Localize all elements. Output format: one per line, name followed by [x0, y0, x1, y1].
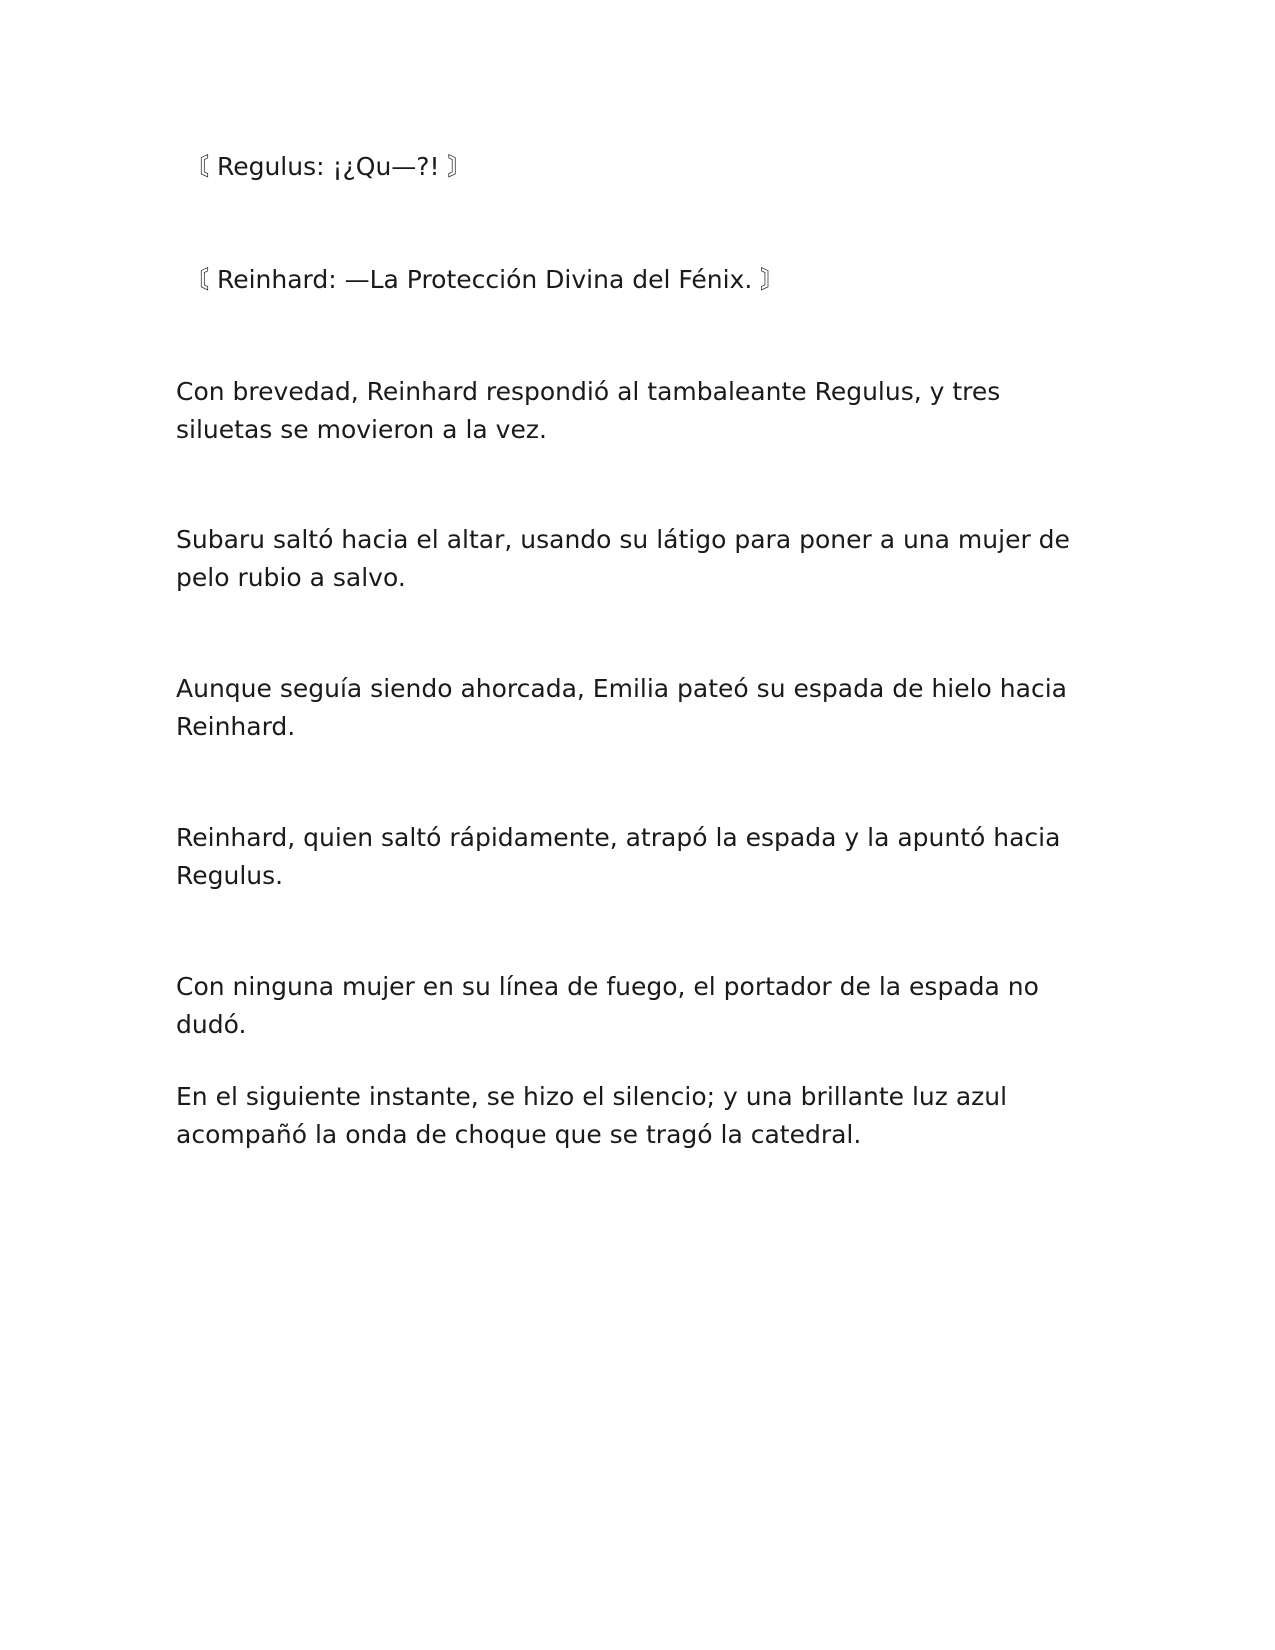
- narrative-paragraph: Reinhard, quien saltó rápidamente, atrapó la espada y la apuntó hacia Regulus.: [176, 823, 1061, 890]
- narrative-paragraph: Con ninguna mujer en su línea de fuego, el portador de la espada no dudó.: [176, 972, 1039, 1039]
- narrative-paragraph: Aunque seguía siendo ahorcada, Emilia pateó su espada de hielo hacia Reinhard.: [176, 674, 1067, 741]
- dialogue-line-regulus: 〘 Regulus: ¡¿Qu—?! 〙: [184, 152, 473, 181]
- narrative-paragraph: Subaru saltó hacia el altar, usando su látigo para poner a una mujer de pelo rubio a salvo.: [176, 525, 1070, 592]
- dialogue-line-reinhard: 〘 Reinhard: —La Protección Divina del Fénix. 〙: [184, 265, 786, 294]
- narrative-paragraph: Con brevedad, Reinhard respondió al tambaleante Regulus, y tres siluetas se movieron a la vez.: [176, 377, 1001, 444]
- narrative-paragraph: En el siguiente instante, se hizo el silencio; y una brillante luz azul acompañó la onda de choque que se tragó la catedral.: [176, 1082, 1008, 1149]
